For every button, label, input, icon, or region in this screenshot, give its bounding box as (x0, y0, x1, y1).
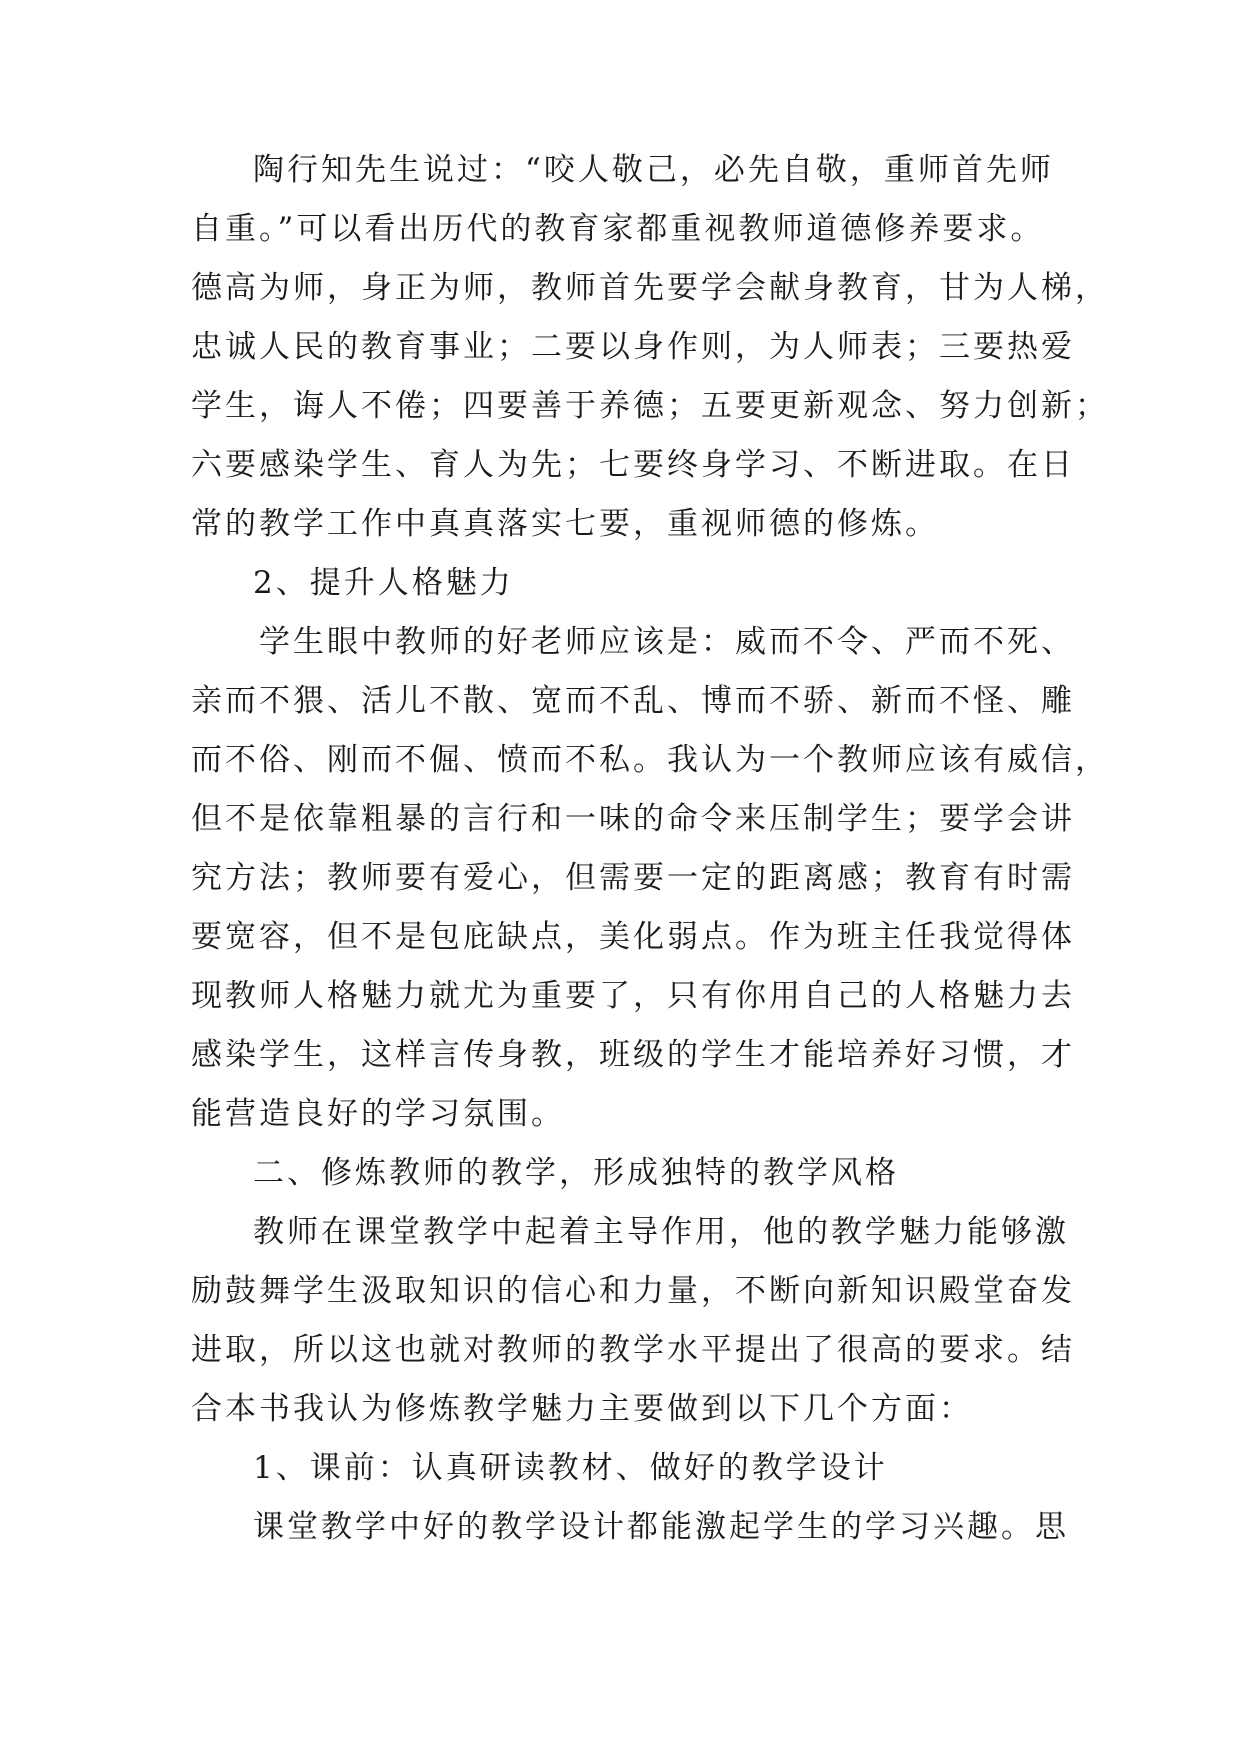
paragraph-line: 自重。”可以看出历代的教育家都重视教师道德修养要求。 (191, 211, 1045, 247)
paragraph-line: 究方法；教师要有爱心，但需要一定的距离感；教育有时需 (191, 860, 1075, 896)
section-heading: 二、修炼教师的教学，形成独特的教学风格 (253, 1155, 899, 1191)
paragraph-line: 但不是依靠粗暴的言行和一味的命令来压制学生；要学会讲 (191, 801, 1075, 837)
paragraph-line: 励鼓舞学生汲取知识的信心和力量，不断向新知识殿堂奋发 (191, 1273, 1075, 1309)
paragraph-line: 学生，诲人不倦；四要善于养德；五要更新观念、努力创新； (191, 388, 1109, 424)
paragraph-line: 陶行知先生说过：“咬人敬己，必先自敬，重师首先师 (253, 152, 1054, 188)
paragraph-line: 进取，所以这也就对教师的教学水平提出了很高的要求。结 (191, 1332, 1075, 1368)
paragraph-line: 现教师人格魅力就尤为重要了，只有你用自己的人格魅力去 (191, 978, 1075, 1014)
paragraph-line: 要宽容，但不是包庇缺点，美化弱点。作为班主任我觉得体 (191, 919, 1075, 955)
paragraph-line: 能营造良好的学习氛围。 (191, 1096, 565, 1132)
paragraph-line: 忠诚人民的教育事业；二要以身作则，为人师表；三要热爱 (191, 329, 1075, 365)
paragraph-line: 学生眼中教师的好老师应该是：威而不令、严而不死、 (259, 624, 1075, 660)
paragraph-line: 亲而不猥、活儿不散、宽而不乱、博而不骄、新而不怪、雕 (191, 683, 1075, 719)
paragraph-line: 而不俗、刚而不倔、愤而不私。我认为一个教师应该有威信， (191, 742, 1109, 778)
paragraph-line: 课堂教学中好的教学设计都能激起学生的学习兴趣。思 (253, 1509, 1069, 1545)
section-heading: 2、提升人格魅力 (253, 565, 514, 601)
paragraph-line: 合本书我认为修炼教学魅力主要做到以下几个方面： (191, 1391, 973, 1427)
paragraph-line: 常的教学工作中真真落实七要，重视师德的修炼。 (191, 506, 939, 542)
paragraph-line: 教师在课堂教学中起着主导作用，他的教学魅力能够激 (253, 1214, 1069, 1250)
section-heading: 1、课前：认真研读教材、做好的教学设计 (253, 1450, 888, 1486)
paragraph-line: 感染学生，这样言传身教，班级的学生才能培养好习惯，才 (191, 1037, 1075, 1073)
paragraph-line: 德高为师，身正为师，教师首先要学会献身教育，甘为人梯， (191, 270, 1109, 306)
paragraph-line: 六要感染学生、育人为先；七要终身学习、不断进取。在日 (191, 447, 1075, 483)
